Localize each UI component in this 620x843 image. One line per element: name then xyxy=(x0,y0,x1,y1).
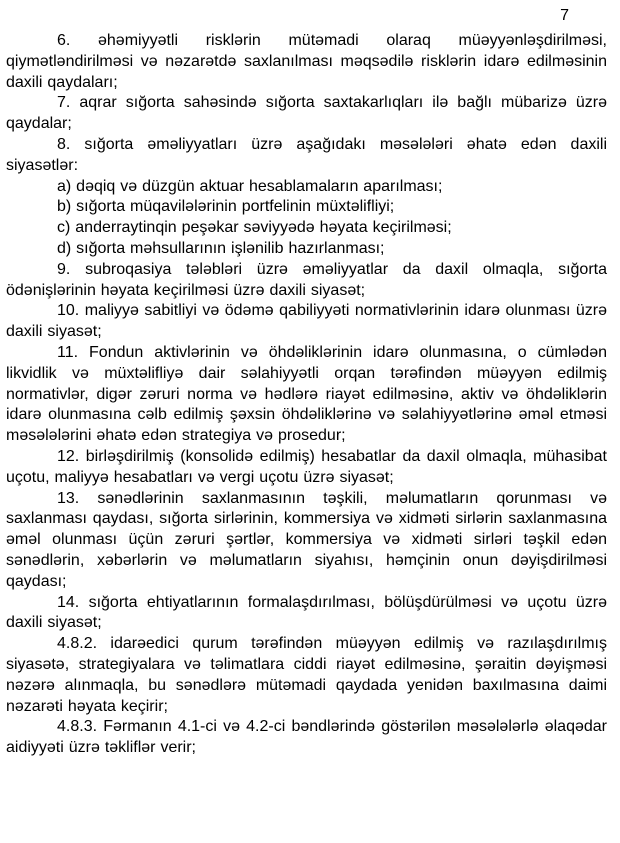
clause-4-8-2: 4.8.2. idarəedici qurum tərəfindən müəyyən edilmiş və razılaşdırılmış siyasətə, strategiyalara və təlimatlara ciddi riayət edilməsinə, şəraitin dəyişməsi nəzərə alınmaqla, bu sənədlərə mütəmadi qaydada yenidən baxılmasına daimi nəzarəti həyata keçirir; xyxy=(6,635,607,715)
clause-4-8-3: 4.8.3. Fərmanın 4.1-ci və 4.2-ci bəndlərində göstərilən məsələlərlə əlaqədar aidiyyəti üzrə təkliflər verir; xyxy=(6,718,607,757)
subclause-d: d) sığorta məhsullarının işlənilib hazırlanması; xyxy=(57,239,385,257)
clause-7: 7. aqrar sığorta sahəsində sığorta saxtakarlıqları ilə bağlı mübarizə üzrə qaydalar; xyxy=(6,94,607,133)
clause-10: 10. maliyyə sabitliyi və ödəmə qabiliyyəti normativlərinin idarə olunması üzrə daxili siyasət; xyxy=(6,302,607,341)
clause-14: 14. sığorta ehtiyatlarının formalaşdırılması, bölüşdürülməsi və uçotu üzrə daxili siyasət; xyxy=(6,593,607,632)
clause-6: 6. əhəmiyyətli risklərin mütəmadi olaraq müəyyənləşdirilməsi, qiymətləndirilməsi və nəzarətdə saxlanılması məqsədilə risklərin idarə edilməsinin daxili qaydaları; xyxy=(6,32,607,91)
clause-9: 9. subroqasiya tələbləri üzrə əməliyyatlar da daxil olmaqla, sığorta ödənişlərinin həyata keçirilməsi üzrə daxili siyasət; xyxy=(6,260,607,299)
page-number: 7 xyxy=(560,7,569,24)
clause-11: 11. Fondun aktivlərinin və öhdəliklərinin idarə olunmasına, o cümlədən likvidlik və müxtəlifliyə dair səlahiyyətli orqan tərəfindən müəyyən edilmiş normativlər, digər zəruri norma və hədlərə riayət edilməsinə, aktiv və öhdəliklərin idarə olunmasına cəlb edilmiş şəxsin öhdəliklərinə və səlahiyyətlərinə əməl etməsi məsələlərini əhatə edən strategiya və prosedur; xyxy=(6,343,607,445)
subclause-a: a) dəqiq və düzgün aktuar hesablamaların aparılması; xyxy=(57,177,443,195)
clause-12: 12. birləşdirilmiş (konsolidə edilmiş) hesabatlar da daxil olmaqla, mühasibat uçotu, maliyyə hesabatları və vergi uçotu üzrə siyasət; xyxy=(6,447,607,486)
subclause-b: b) sığorta müqavilələrinin portfelinin müxtəlifliyi; xyxy=(57,198,395,216)
document-body xyxy=(6,31,607,759)
subclause-c: c) anderraytinqin peşəkar səviyyədə həyata keçirilməsi; xyxy=(57,219,452,237)
clause-8: 8. sığorta əməliyyatları üzrə aşağıdakı məsələləri əhatə edən daxili siyasətlər: xyxy=(6,135,607,174)
clause-13: 13. sənədlərinin saxlanmasının təşkili, məlumatların qorunması və saxlanması qaydası, sığorta sirlərinin, kommersiya və xidməti sirlərin saxlanmasına əməl olunması üçün zəruri şərtlər, kommersiya və xidməti sirləri təşkil edən sənədlərin, xəbərlərin və məlumatların siyahısı, həmçinin onun dəyişdirilməsi qaydası; xyxy=(6,489,607,590)
